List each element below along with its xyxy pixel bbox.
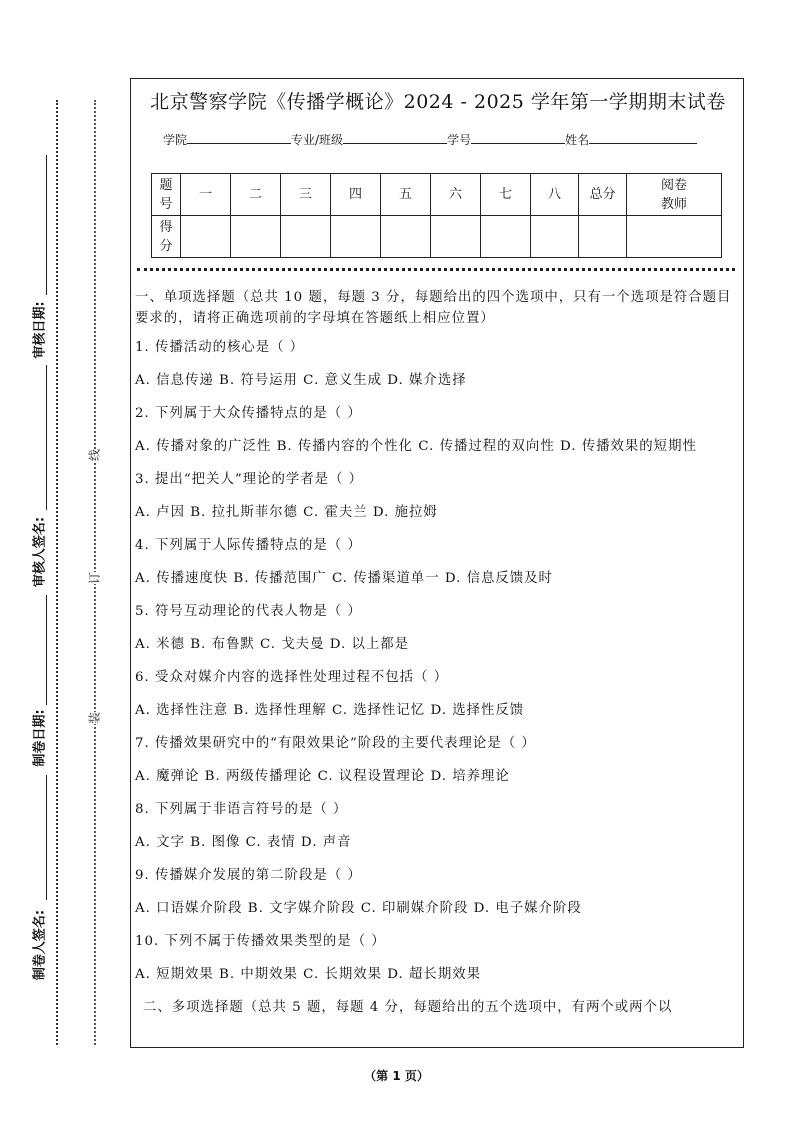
prepare-date-blank	[46, 595, 47, 705]
score-cell-grader[interactable]	[627, 216, 722, 258]
score-row-label: 得 分	[152, 216, 181, 258]
prepare-date-label: 制卷日期:	[32, 709, 48, 767]
col-2: 二	[231, 174, 281, 216]
score-cell-2[interactable]	[231, 216, 281, 258]
options-6: A. 选择性注意 B. 选择性理解 C. 选择性记忆 D. 选择性反馈	[135, 703, 525, 718]
question-5: 5. 符号互动理论的代表人物是（ ）	[135, 604, 362, 619]
exam-content	[135, 287, 741, 1026]
bind-char-line: 线	[84, 449, 105, 461]
name-label: 姓名	[565, 133, 590, 147]
student-id-field[interactable]	[471, 131, 565, 144]
score-row-header: 题 号	[152, 174, 181, 216]
question-6: 6. 受众对媒介内容的选择性处理过程不包括（ ）	[135, 670, 449, 685]
question-2: 2. 下列属于大众传播特点的是（ ）	[135, 406, 362, 421]
page-number: （第 1 页）	[364, 1069, 429, 1083]
student-info-row	[163, 131, 697, 148]
score-cell-6[interactable]	[431, 216, 481, 258]
preparer-signature-label: 制卷人签名:	[32, 909, 48, 981]
question-3: 3. 提出“把关人”理论的学者是（ ）	[135, 472, 364, 487]
col-5: 五	[381, 174, 431, 216]
binding-margin	[0, 0, 128, 1122]
preparer-signature-blank	[46, 775, 47, 900]
question-7: 7. 传播效果研究中的“有限效果论”阶段的主要代表理论是（ ）	[135, 736, 536, 751]
name-field[interactable]	[589, 131, 697, 144]
section1-heading: 一、单项选择题（总共 10 题，每题 3 分，每题给出的四个选项中，只有一个选项是符合题目要求的，请将正确选项前的字母填在答题纸上相应位置）	[135, 290, 732, 326]
score-cell-1[interactable]	[181, 216, 231, 258]
question-8: 8. 下列属于非语言符号的是（ ）	[135, 802, 348, 817]
college-label: 学院	[163, 133, 188, 147]
score-cell-total[interactable]	[579, 216, 627, 258]
col-8: 八	[531, 174, 579, 216]
options-8: A. 文字 B. 图像 C. 表情 D. 声音	[135, 835, 352, 850]
score-cell-5[interactable]	[381, 216, 431, 258]
score-cell-3[interactable]	[281, 216, 331, 258]
col-6: 六	[431, 174, 481, 216]
question-1: 1. 传播活动的核心是（ ）	[135, 340, 305, 355]
bind-char-order: 订	[84, 572, 105, 584]
score-cell-4[interactable]	[331, 216, 381, 258]
question-10: 10. 下列不属于传播效果类型的是（ ）	[135, 934, 386, 949]
reviewer-signature-label: 审核人签名:	[32, 516, 48, 588]
options-2: A. 传播对象的广泛性 B. 传播内容的个性化 C. 传播过程的双向性 D. 传播效果的短期性	[135, 439, 697, 454]
options-10: A. 短期效果 B. 中期效果 C. 长期效果 D. 超长期效果	[135, 967, 481, 982]
options-3: A. 卢因 B. 拉扎斯菲尔德 C. 霍夫兰 D. 施拉姆	[135, 505, 438, 520]
reviewer-signature-blank	[46, 365, 47, 510]
col-total: 总分	[579, 174, 627, 216]
options-7: A. 魔弹论 B. 两级传播理论 C. 议程设置理论 D. 培养理论	[135, 769, 510, 784]
score-table	[151, 173, 722, 258]
section2-heading: 二、多项选择题（总共 5 题，每题 4 分，每题给出的五个选项中，有两个或两个以	[143, 1000, 673, 1015]
major-class-field[interactable]	[343, 131, 447, 144]
cut-line-outer	[56, 100, 58, 1045]
student-id-label: 学号	[447, 133, 472, 147]
score-cell-7[interactable]	[481, 216, 531, 258]
options-4: A. 传播速度快 B. 传播范围广 C. 传播渠道单一 D. 信息反馈及时	[135, 571, 553, 586]
col-4: 四	[331, 174, 381, 216]
score-cell-8[interactable]	[531, 216, 579, 258]
review-date-blank	[46, 155, 47, 295]
col-3: 三	[281, 174, 331, 216]
options-5: A. 米德 B. 布鲁默 C. 戈夫曼 D. 以上都是	[135, 637, 410, 652]
col-1: 一	[181, 174, 231, 216]
options-9: A. 口语媒介阶段 B. 文字媒介阶段 C. 印刷媒介阶段 D. 电子媒介阶段	[135, 901, 582, 916]
question-4: 4. 下列属于人际传播特点的是（ ）	[135, 538, 362, 553]
college-field[interactable]	[187, 131, 291, 144]
col-7: 七	[481, 174, 531, 216]
exam-frame	[130, 78, 744, 1048]
question-9: 9. 传播媒介发展的第二阶段是（ ）	[135, 868, 362, 883]
col-grader: 阅卷 教师	[627, 174, 722, 216]
exam-title: 北京警察学院《传播学概论》2024 - 2025 学年第一学期期末试卷	[150, 91, 726, 113]
bind-char-install: 装	[84, 712, 105, 724]
review-date-label: 审核日期:	[32, 301, 48, 359]
options-1: A. 信息传递 B. 符号运用 C. 意义生成 D. 媒介选择	[135, 373, 467, 388]
dotted-separator	[137, 268, 735, 271]
major-class-label: 专业/班级	[291, 133, 344, 147]
